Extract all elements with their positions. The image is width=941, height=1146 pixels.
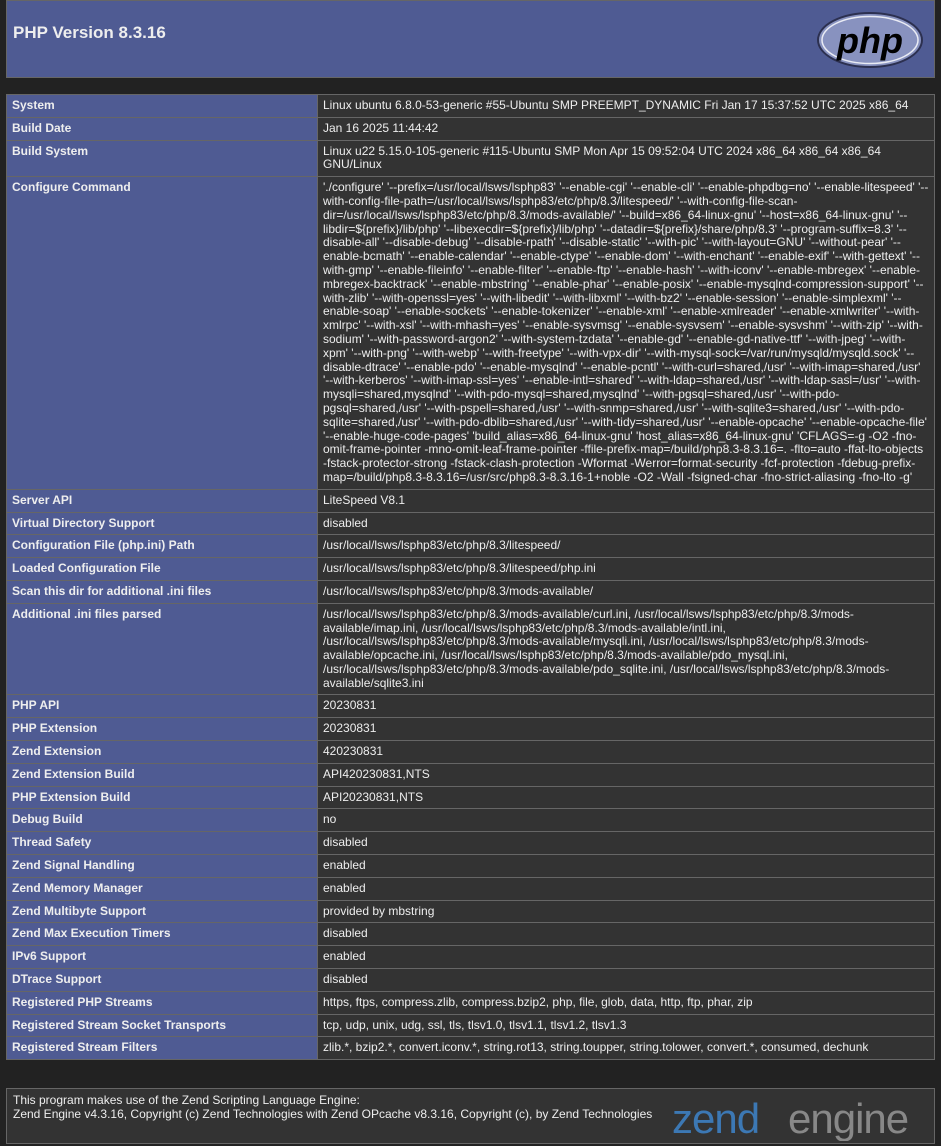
table-row [7, 580, 935, 603]
row-label: IPv6 Support [7, 946, 318, 969]
row-value: disabled [318, 832, 935, 855]
row-value: Linux u22 5.15.0-105-generic #115-Ubuntu SMP Mon Apr 15 09:52:04 UTC 2024 x86_64 x86_64 x86_64 GNU/Linux [318, 140, 935, 177]
zend-engine-logo-icon [672, 1093, 930, 1141]
row-label: Zend Memory Manager [7, 877, 318, 900]
row-label: Build System [7, 140, 318, 177]
row-value: LiteSpeed V8.1 [318, 489, 935, 512]
table-row [7, 117, 935, 140]
row-value: 420230831 [318, 741, 935, 764]
table-row [7, 1037, 935, 1060]
row-label: PHP API [7, 695, 318, 718]
php-logo-text: php [837, 20, 903, 61]
row-value: Linux ubuntu 6.8.0-53-generic #55-Ubuntu SMP PREEMPT_DYNAMIC Fri Jan 17 15:37:52 UTC 2025 x86_64 [318, 95, 935, 118]
table-row [7, 900, 935, 923]
row-value: /usr/local/lsws/lsphp83/etc/php/8.3/mods-available/ [318, 580, 935, 603]
table-row [7, 489, 935, 512]
row-value: disabled [318, 512, 935, 535]
table-row [7, 695, 935, 718]
table-row [7, 786, 935, 809]
row-label: Scan this dir for additional .ini files [7, 580, 318, 603]
row-label: DTrace Support [7, 969, 318, 992]
table-row [7, 558, 935, 581]
footer-line-2: Zend Engine v4.3.16, Copyright (c) Zend Technologies with Zend OPcache v8.3.16, Copyright (c), by Zend Technologies [13, 1107, 653, 1121]
table-row [7, 718, 935, 741]
row-value: disabled [318, 969, 935, 992]
zend-logo-text: zend [672, 1095, 760, 1141]
row-label: Configuration File (php.ini) Path [7, 535, 318, 558]
row-value: API420230831,NTS [318, 763, 935, 786]
table-row [7, 923, 935, 946]
table-row [7, 946, 935, 969]
row-value: /usr/local/lsws/lsphp83/etc/php/8.3/litespeed/php.ini [318, 558, 935, 581]
engine-logo-text: engine [788, 1095, 909, 1141]
row-label: Registered PHP Streams [7, 991, 318, 1014]
row-value: 20230831 [318, 695, 935, 718]
row-value: https, ftps, compress.zlib, compress.bzip2, php, file, glob, data, http, ftp, phar, zip [318, 991, 935, 1014]
row-value: provided by mbstring [318, 900, 935, 923]
row-label: Loaded Configuration File [7, 558, 318, 581]
php-logo-icon [816, 11, 924, 69]
row-label: Thread Safety [7, 832, 318, 855]
table-row [7, 855, 935, 878]
page-header [6, 0, 935, 78]
row-label: Virtual Directory Support [7, 512, 318, 535]
table-row [7, 832, 935, 855]
row-value: tcp, udp, unix, udg, ssl, tls, tlsv1.0, tlsv1.1, tlsv1.2, tlsv1.3 [318, 1014, 935, 1037]
row-label: Zend Extension [7, 741, 318, 764]
table-row [7, 1014, 935, 1037]
table-row [7, 763, 935, 786]
row-label: Zend Signal Handling [7, 855, 318, 878]
row-label: Configure Command [7, 177, 318, 490]
row-label: Zend Max Execution Timers [7, 923, 318, 946]
page-title: PHP Version 8.3.16 [13, 23, 166, 42]
row-label: Build Date [7, 117, 318, 140]
table-row [7, 741, 935, 764]
table-row [7, 95, 935, 118]
footer-line-1: This program makes use of the Zend Scripting Language Engine: [13, 1093, 360, 1107]
table-row [7, 969, 935, 992]
table-row [7, 535, 935, 558]
table-row [7, 603, 935, 695]
row-label: System [7, 95, 318, 118]
row-label: PHP Extension [7, 718, 318, 741]
table-row [7, 177, 935, 490]
row-label: Registered Stream Filters [7, 1037, 318, 1060]
info-table [6, 94, 935, 1060]
row-label: Zend Extension Build [7, 763, 318, 786]
row-value: no [318, 809, 935, 832]
row-value: './configure' '--prefix=/usr/local/lsws/lsphp83' '--enable-cgi' '--enable-cli' '--enable-phpdbg=no' '--enable-litespeed' '--with-config-file-path=/usr/local/lsws/lsphp83/etc/php/8.3/litespeed/' '--with-config-file-scan-dir=/usr/local/lsws/lsphp83/etc/php/8.3/mods-available/' '--build=x86_64-linux-gnu' '--host=x86_64-linux-gnu' '--libdir=${prefix}/lib/php' '--libexecdir=${prefix}/lib/php' '--datadir=${prefix}/share/php/8.3' '--program-suffix=8.3' '--disable-all' '--disable-debug' '--disable-rpath' '--disable-static' '--with-pic' '--with-layout=GNU' '--without-pear' '--enable-bcmath' '--enable-calendar' '--enable-ctype' '--enable-dom' '--with-enchant' '--enable-exif' '--with-gettext' '--with-gmp' '--enable-fileinfo' '--enable-filter' '--enable-ftp' '--enable-hash' '--with-iconv' '--enable-mbregex' '--enable-mbregex-backtrack' '--enable-mbstring' '--enable-phar' '--enable-posix' '--enable-mysqlnd-compression-support' '--with-zlib' '--with-openssl=yes' '--with-libedit' '--with-libxml' '--with-bz2' '--enable-session' '--enable-simplexml' '--enable-soap' '--enable-sockets' '--enable-tokenizer' '--enable-xml' '--enable-xmlreader' '--enable-xmlwriter' '--with-xmlrpc' '--with-xsl' '--with-mhash=yes' '--enable-sysvmsg' '--enable-sysvsem' '--enable-sysvshm' '--with-zip' '--with-sodium' '--with-password-argon2' '--with-system-tzdata' '--enable-gd' '--enable-gd-native-ttf' '--with-jpeg' '--with-xpm' '--with-png' '--with-webp' '--with-freetype' '--with-vpx-dir' '--with-mysql-sock=/var/run/mysqld/mysqld.sock' '--disable-dtrace' '--enable-pdo' '--enable-mysqlnd' '--enable-pcntl' '--with-curl=shared,/usr' '--with-imap=shared,/usr' '--with-kerberos' '--with-imap-ssl=yes' '--enable-intl=shared' '--with-ldap=shared,/usr' '--with-ldap-sasl=/usr' '--with-mysqli=shared,mysqlnd' '--with-pdo-mysql=shared,mysqlnd' '--with-pgsql=shared,/usr' '--with-pdo-pgsql=shared,/usr' '--with-pspell=shared,/usr' '--with-snmp=shared,/usr' '--with-sqlite3=shared,/usr' '--with-pdo-sqlite=shared,/usr' '--with-pdo-dblib=shared,/usr' '--with-tidy=shared,/usr' '--enable-opcache' '--enable-opcache-file' '--enable-huge-code-pages' 'build_alias=x86_64-linux-gnu' 'host_alias=x86_64-linux-gnu' 'CFLAGS=-g -O2 -fno-omit-frame-pointer -mno-omit-leaf-frame-pointer -ffile-prefix-map=/build/php8.3-8.3.16=. -flto=auto -ffat-lto-objects -fstack-protector-strong -fstack-clash-protection -Wformat -Werror=format-security -fcf-protection -fdebug-prefix-map=/build/php8.3-8.3.16=/usr/src/php8.3-8.3.16-1+noble -O2 -Wall -fsigned-char -fno-strict-aliasing -fno-lto -g' [318, 177, 935, 490]
row-value: enabled [318, 946, 935, 969]
row-value: /usr/local/lsws/lsphp83/etc/php/8.3/litespeed/ [318, 535, 935, 558]
table-row [7, 877, 935, 900]
row-value: enabled [318, 855, 935, 878]
row-value: zlib.*, bzip2.*, convert.iconv.*, string.rot13, string.toupper, string.tolower, convert.*, consumed, dechunk [318, 1037, 935, 1060]
table-row [7, 809, 935, 832]
row-value: /usr/local/lsws/lsphp83/etc/php/8.3/mods-available/curl.ini, /usr/local/lsws/lsphp83/etc/php/8.3/mods-available/imap.ini, /usr/local/lsws/lsphp83/etc/php/8.3/mods-available/intl.ini, /usr/local/lsws/lsphp83/etc/php/8.3/mods-available/mysqli.ini, /usr/local/lsws/lsphp83/etc/php/8.3/mods-available/opcache.ini, /usr/local/lsws/lsphp83/etc/php/8.3/mods-available/pdo_mysql.ini, /usr/local/lsws/lsphp83/etc/php/8.3/mods-available/pdo_sqlite.ini, /usr/local/lsws/lsphp83/etc/php/8.3/mods-available/sqlite3.ini [318, 603, 935, 695]
row-label: Zend Multibyte Support [7, 900, 318, 923]
page-footer [6, 1088, 935, 1144]
row-value: Jan 16 2025 11:44:42 [318, 117, 935, 140]
row-label: Additional .ini files parsed [7, 603, 318, 695]
row-value: disabled [318, 923, 935, 946]
table-row [7, 140, 935, 177]
row-label: Registered Stream Socket Transports [7, 1014, 318, 1037]
table-row [7, 512, 935, 535]
row-label: PHP Extension Build [7, 786, 318, 809]
row-value: API20230831,NTS [318, 786, 935, 809]
row-label: Server API [7, 489, 318, 512]
row-value: enabled [318, 877, 935, 900]
row-label: Debug Build [7, 809, 318, 832]
table-row [7, 991, 935, 1014]
row-value: 20230831 [318, 718, 935, 741]
